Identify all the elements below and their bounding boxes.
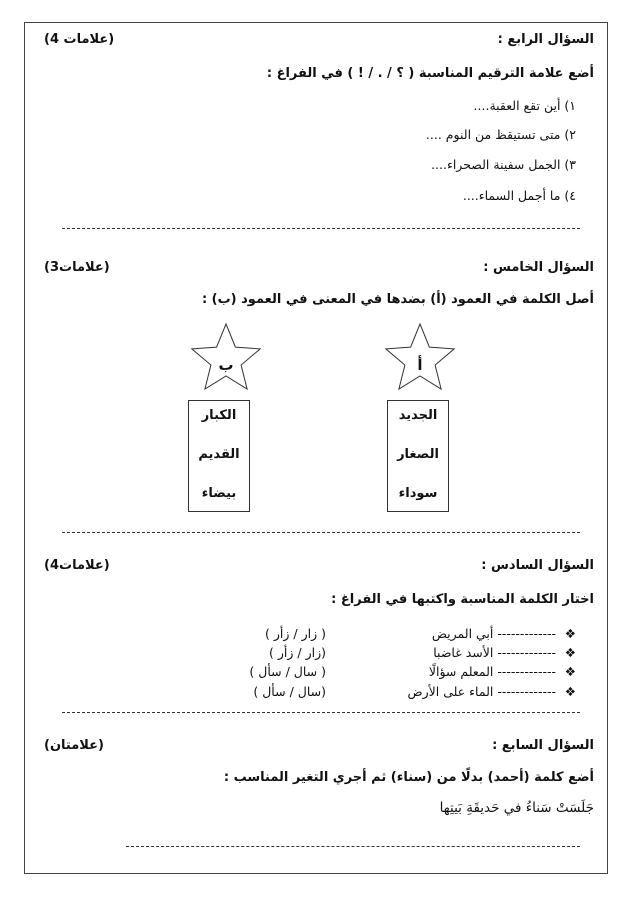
q6-choice-1: ( زار / زأر ) — [265, 626, 326, 641]
q7-sentence: جَلَسَتْ سَناءُ في حَديقَةِ بَيتِها — [439, 800, 594, 816]
q6-sentence-4: ------------- الماء على الأرض — [407, 684, 556, 699]
q6-marks: (4علامات) — [44, 558, 110, 573]
bullet-icon: ❖ — [564, 664, 576, 679]
q7-instruction: أضع كلمة (أحمد) بدلًا من (سناء) ثم أجري التغير المناسب : — [223, 770, 594, 785]
bullet-icon: ❖ — [564, 684, 576, 699]
q6-title: السؤال السادس : — [481, 558, 594, 573]
column-a-word-1: الجديد — [398, 408, 438, 423]
column-a-word-2: الصغار — [397, 447, 439, 462]
column-b-word-1: الكبار — [201, 408, 237, 423]
answer-line — [126, 846, 580, 847]
q6-sentence-3: ------------- المعلم سؤالًا — [428, 664, 556, 679]
q4-item-2: ٢) متى تستيقظ من النوم .... — [425, 127, 576, 142]
q4-instruction: أضع علامة الترقيم المناسبة ( ؟ / . / ! ) في الفراغ : — [266, 66, 594, 81]
q4-marks: (4 علامات) — [44, 32, 115, 47]
divider — [62, 712, 580, 713]
q4-title: السؤال الرابع : — [497, 32, 594, 47]
column-b-label: ب — [218, 356, 234, 374]
q5-instruction: أصل الكلمة في العمود (أ) بضدها في المعنى في العمود (ب) : — [201, 292, 594, 307]
q6-instruction: اختار الكلمة المناسبة واكتبها في الفراغ : — [331, 592, 594, 607]
q6-choice-4: (سال / سأل ) — [253, 684, 326, 699]
q6-choice-2: (زار / زأر ) — [269, 645, 326, 660]
q7-title: السؤال السابع : — [492, 738, 594, 753]
column-a-label: أ — [417, 356, 423, 374]
divider — [62, 532, 580, 533]
q4-item-4: ٤) ما أجمل السماء.... — [462, 188, 576, 203]
column-a-word-3: سوداء — [398, 486, 438, 501]
q5-marks: (3علامات) — [44, 260, 110, 275]
q4-item-1: ١) أين تقع العقبة.... — [473, 98, 576, 113]
column-b-word-3: بيضاء — [201, 486, 237, 501]
q6-choice-3: ( سال / سأل ) — [249, 664, 326, 679]
bullet-icon: ❖ — [564, 626, 576, 641]
q6-sentence-1: ------------- أبي المريض — [431, 626, 556, 641]
q6-sentence-2: ------------- الأسد غاضبا — [433, 645, 556, 660]
column-b-word-2: القديم — [198, 447, 240, 462]
q5-title: السؤال الخامس : — [483, 260, 594, 275]
q4-item-3: ٣) الجمل سفينة الصحراء.... — [431, 157, 576, 172]
bullet-icon: ❖ — [564, 645, 576, 660]
q7-marks: (علامتان) — [44, 738, 104, 753]
